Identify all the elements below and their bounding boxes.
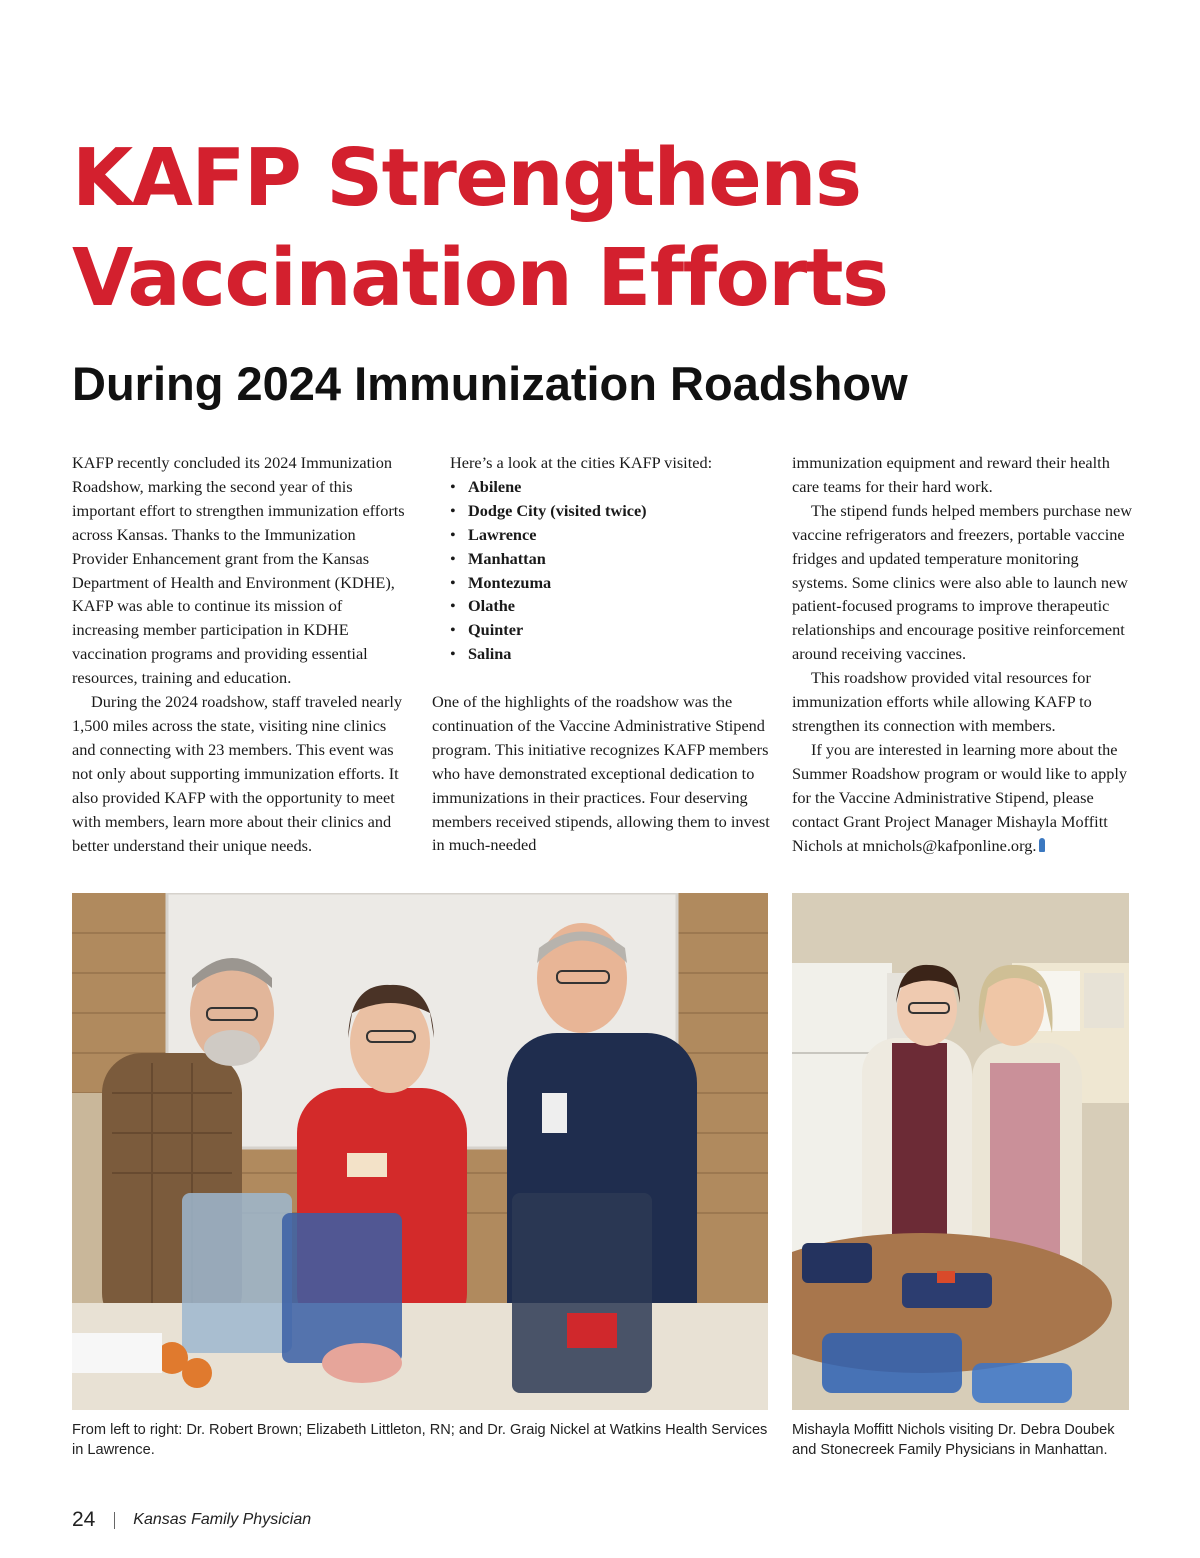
publication-name: Kansas Family Physician bbox=[133, 1511, 312, 1528]
bullet-icon: • bbox=[450, 644, 456, 664]
footer-divider bbox=[114, 1512, 115, 1529]
photo-stonecreek-family-physicians bbox=[792, 893, 1129, 1410]
bullet-icon: • bbox=[450, 500, 456, 520]
paragraph: If you are interested in learning more about the Summer Roadshow program or would like to apply for the Vaccine Administrative Stipend, please contact Grant Project Manager Mishayla Moffitt Nichols at mnichols@kafponline.org. bbox=[792, 739, 1128, 855]
city-item: • Quinter bbox=[450, 618, 772, 642]
bullet-icon: • bbox=[450, 476, 456, 496]
city-item: • Dodge City (visited twice) bbox=[450, 499, 772, 523]
cities-list bbox=[432, 475, 772, 666]
paragraph: immunization equipment and reward their health care teams for their hard work. bbox=[792, 453, 1110, 496]
bullet-icon: • bbox=[450, 548, 456, 568]
photo-illustration bbox=[72, 893, 768, 1410]
article-title bbox=[72, 128, 1152, 328]
bullet-icon: • bbox=[450, 596, 456, 616]
bullet-icon: • bbox=[450, 572, 456, 592]
paragraph: One of the highlights of the roadshow was the continuation of the Vaccine Administrative Stipend program. This initiative recognizes KAFP members who have demonstrated exceptional dedication to immunizations in their practices. Four deserving members received stipends, allowing them to invest in much-needed bbox=[432, 692, 770, 855]
body-column-1 bbox=[72, 451, 412, 857]
city-item: • Manhattan bbox=[450, 547, 772, 571]
article-subtitle: During 2024 Immunization Roadshow bbox=[72, 357, 908, 410]
body-column-2 bbox=[432, 451, 772, 857]
bullet-icon: • bbox=[450, 524, 456, 544]
bullet-icon: • bbox=[450, 620, 456, 640]
page-number: 24 bbox=[72, 1508, 96, 1531]
article-title-line-1: KAFP Strengthens bbox=[72, 132, 861, 224]
paragraph: KAFP recently concluded its 2024 Immunization Roadshow, marking the second year of this important effort to strengthen immunization efforts across Kansas. Thanks to the Immunization Provider Enhancement grant from the Kansas Department of Health and Environment (KDHE), KAFP was able to continue its mission of increasing member participation in KDHE vaccination programs and providing essential resources, training and education. bbox=[72, 453, 405, 688]
city-item: • Olathe bbox=[450, 594, 772, 618]
body-column-3 bbox=[792, 451, 1132, 857]
city-item: • Salina bbox=[450, 642, 772, 666]
article-title-line-2: Vaccination Efforts bbox=[72, 232, 888, 324]
page-footer bbox=[72, 1508, 311, 1532]
photo-caption-right: Mishayla Moffitt Nichols visiting Dr. Debra Doubek and Stonecreek Family Physicians in Manhattan. bbox=[792, 1422, 1115, 1458]
paragraph: The stipend funds helped members purchase new vaccine refrigerators and freezers, portable vaccine fridges and updated temperature monitoring systems. Some clinics were also able to launch new patient-focused programs to improve therapeutic relationships and encourage positive reinforcement around receiving vaccines. bbox=[792, 500, 1133, 664]
paragraph: This roadshow provided vital resources for immunization efforts while allowing KAFP to strengthen its connection with members. bbox=[792, 668, 1092, 735]
article-end-mark-icon bbox=[1039, 838, 1045, 852]
city-item: • Lawrence bbox=[450, 523, 772, 547]
photo-watkins-health-services bbox=[72, 893, 768, 1410]
city-item: • Abilene bbox=[450, 475, 772, 499]
photo-caption-left: From left to right: Dr. Robert Brown; Elizabeth Littleton, RN; and Dr. Graig Nickel at Watkins Health Services in Lawrence. bbox=[72, 1422, 768, 1458]
photo-illustration bbox=[792, 893, 1129, 1410]
city-item: • Montezuma bbox=[450, 571, 772, 595]
paragraph: During the 2024 roadshow, staff traveled nearly 1,500 miles across the state, visiting nine clinics and connecting with 23 members. This event was not only about supporting immunization efforts. It also provided KAFP with the opportunity to meet with members, learn more about their clinics and better understand their unique needs. bbox=[72, 692, 403, 855]
cities-intro: Here’s a look at the cities KAFP visited: bbox=[450, 453, 713, 472]
